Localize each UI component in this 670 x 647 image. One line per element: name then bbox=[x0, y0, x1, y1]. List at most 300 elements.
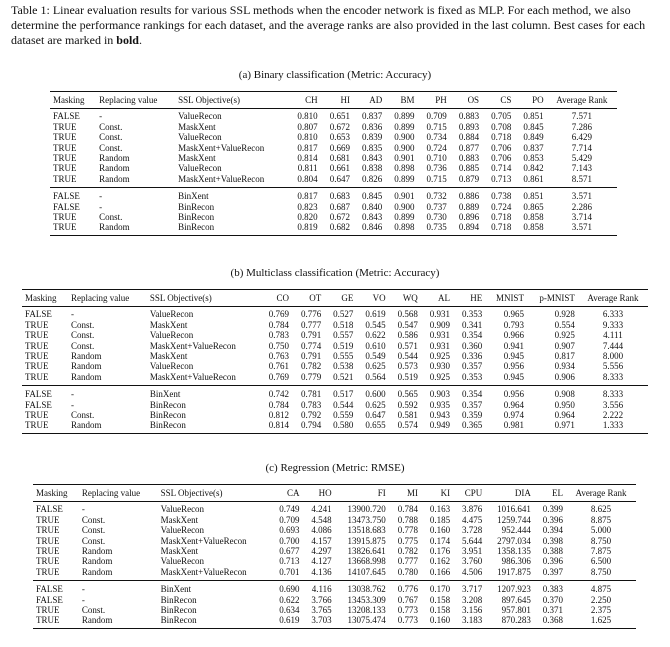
table-cell: TRUE bbox=[53, 142, 77, 153]
column-header: Replacing value bbox=[96, 92, 175, 109]
table-cell: MaskXent+ValueRecon bbox=[160, 535, 247, 546]
table-cell: 0.843 bbox=[361, 212, 383, 223]
table-cell: 0.357 bbox=[461, 399, 483, 410]
table-cell: 1.625 bbox=[566, 615, 636, 628]
table-cell: 3.951 bbox=[461, 546, 483, 557]
table-cell: 4.116 bbox=[302, 581, 334, 595]
table-row bbox=[22, 341, 648, 351]
table-cell: TRUE bbox=[25, 361, 49, 372]
table-cell: BinRecon bbox=[178, 201, 215, 212]
table-cell: MaskXent+ValueRecon bbox=[160, 566, 247, 577]
table-cell: 0.943 bbox=[429, 410, 451, 421]
table-cell: 0.610 bbox=[365, 340, 386, 351]
table-cell: 0.714 bbox=[491, 163, 512, 174]
table-cell: 4.086 bbox=[311, 525, 332, 536]
table-cell: - bbox=[71, 309, 75, 320]
column-header: Average Rank bbox=[566, 485, 636, 502]
table-cell: 0.780 bbox=[397, 566, 418, 577]
table-cell: 0.896 bbox=[458, 212, 480, 223]
table-cell: 0.925 bbox=[429, 351, 451, 362]
table-cell: 0.661 bbox=[329, 163, 350, 174]
table-cell: 8.625 bbox=[590, 504, 612, 515]
table-cell: 0.783 bbox=[268, 330, 289, 341]
table-cell: 7.714 bbox=[571, 142, 592, 153]
table-cell: Const. bbox=[71, 410, 95, 421]
table-cell: 0.701 bbox=[279, 566, 300, 577]
table-cell: 0.371 bbox=[542, 605, 564, 616]
column-header: SSL Objective(s) bbox=[147, 290, 260, 307]
table-cell: Random bbox=[71, 351, 102, 362]
table-cell: 0.730 bbox=[426, 212, 447, 223]
table-cell: MaskXent bbox=[149, 319, 188, 330]
table-cell: 0.931 bbox=[429, 330, 451, 341]
table-cell: 0.619 bbox=[365, 309, 386, 320]
table-cell: 3.766 bbox=[311, 594, 332, 605]
table-cell: 0.883 bbox=[458, 153, 480, 164]
binary-classification-table bbox=[50, 91, 617, 236]
table-cell: 0.836 bbox=[361, 121, 383, 132]
table-cell: 13038.762 bbox=[335, 581, 389, 595]
table-cell: 3.765 bbox=[311, 605, 332, 616]
table-cell: 0.810 bbox=[297, 111, 318, 122]
table-row bbox=[33, 515, 636, 525]
column-header: HI bbox=[321, 92, 353, 109]
table-cell: 0.814 bbox=[260, 420, 292, 433]
table-cell: 0.899 bbox=[394, 212, 415, 223]
column-header: OT bbox=[292, 290, 324, 307]
table-cell: 0.383 bbox=[534, 581, 566, 595]
table-cell: 897.645 bbox=[501, 594, 531, 605]
table-cell: 2.222 bbox=[602, 410, 624, 421]
table-cell: 0.592 bbox=[397, 399, 418, 410]
table-cell: TRUE bbox=[53, 121, 77, 132]
column-header: Replacing value bbox=[79, 485, 158, 502]
table-cell: 0.734 bbox=[426, 132, 447, 143]
table-cell: 0.898 bbox=[385, 222, 417, 235]
table-cell: 0.549 bbox=[365, 351, 386, 362]
table-cell: 0.706 bbox=[491, 153, 512, 164]
table-cell: 2.250 bbox=[590, 594, 612, 605]
table-cell: 986.306 bbox=[501, 556, 531, 567]
table-cell: 1.333 bbox=[578, 420, 648, 433]
table-cell: 7.143 bbox=[571, 163, 592, 174]
table-cell: 4.875 bbox=[566, 581, 636, 595]
table-cell: TRUE bbox=[25, 371, 49, 382]
table-cell: 0.353 bbox=[461, 309, 483, 320]
table-row bbox=[22, 320, 648, 330]
table-cell: BinXent bbox=[175, 188, 288, 202]
table-cell: 8.750 bbox=[590, 566, 612, 577]
column-header: AD bbox=[353, 92, 385, 109]
table-cell: 0.713 bbox=[279, 556, 300, 567]
table-cell: 0.554 bbox=[554, 319, 575, 330]
table-cell: 0.687 bbox=[329, 201, 350, 212]
table-cell: MaskXent+ValueRecon bbox=[178, 142, 265, 153]
table-cell: 0.811 bbox=[297, 163, 318, 174]
column-header: FI bbox=[335, 485, 389, 502]
table-cell: 0.899 bbox=[394, 173, 415, 184]
table-cell: FALSE bbox=[22, 386, 68, 400]
table-cell: Random bbox=[99, 173, 130, 184]
column-header: Masking bbox=[50, 92, 96, 109]
column-header: MNIST bbox=[485, 290, 527, 307]
table-cell: Const. bbox=[81, 535, 106, 546]
table-cell: 0.883 bbox=[458, 111, 480, 122]
table-cell: 0.879 bbox=[458, 173, 480, 184]
table-cell: 0.341 bbox=[461, 319, 483, 330]
table-cell: 0.810 bbox=[297, 132, 318, 143]
table-cell: 0.519 bbox=[333, 340, 354, 351]
table-cell: 0.931 bbox=[429, 309, 451, 320]
table-cell: 8.875 bbox=[590, 514, 612, 525]
table-cell: 0.858 bbox=[514, 222, 546, 235]
table-cell: 0.900 bbox=[394, 132, 415, 143]
table-caption bbox=[11, 3, 661, 48]
table-cell: TRUE bbox=[36, 556, 60, 567]
table-row bbox=[33, 581, 636, 595]
table-cell: MaskXent+ValueRecon bbox=[149, 340, 236, 351]
table-cell: 0.981 bbox=[485, 420, 527, 433]
table-cell: 4.548 bbox=[311, 514, 332, 525]
table-cell: 0.966 bbox=[503, 330, 524, 341]
table-row bbox=[33, 567, 636, 581]
table-cell: 0.647 bbox=[329, 173, 350, 184]
table-cell: 3.728 bbox=[461, 525, 483, 536]
table-cell: 870.283 bbox=[485, 615, 534, 628]
table-row bbox=[33, 502, 636, 515]
table-cell: 0.357 bbox=[461, 361, 483, 372]
table-cell: 0.564 bbox=[365, 371, 386, 382]
table-cell: 0.742 bbox=[260, 386, 292, 400]
table-cell: 0.950 bbox=[554, 399, 575, 410]
table-cell: 0.170 bbox=[421, 581, 453, 595]
table-cell: 0.817 bbox=[288, 188, 320, 202]
table-cell: 1917.875 bbox=[497, 566, 531, 577]
table-cell: MaskXent bbox=[160, 514, 199, 525]
table-cell: BinRecon bbox=[149, 410, 186, 421]
table-cell: 0.956 bbox=[485, 386, 527, 400]
table-row bbox=[50, 109, 617, 122]
table-cell: 0.835 bbox=[361, 142, 383, 153]
row-group-1 bbox=[22, 307, 648, 386]
table-cell: 9.333 bbox=[602, 319, 624, 330]
regression-table-title: (c) Regression (Metric: RMSE) bbox=[265, 462, 405, 474]
table-cell: 3.156 bbox=[461, 605, 483, 616]
table-cell: 0.794 bbox=[292, 420, 324, 433]
row-group-1 bbox=[33, 502, 636, 581]
table-cell: 2797.034 bbox=[497, 535, 531, 546]
table-cell: 0.397 bbox=[542, 566, 564, 577]
table-cell: ValueRecon bbox=[178, 111, 222, 122]
table-cell: 0.964 bbox=[554, 410, 575, 421]
table-cell: 0.672 bbox=[329, 212, 350, 223]
table-cell: 0.647 bbox=[365, 410, 386, 421]
table-cell: 0.732 bbox=[418, 188, 450, 202]
table-cell: 0.544 bbox=[397, 351, 418, 362]
caption-end: . bbox=[138, 33, 142, 47]
table-cell: Random bbox=[68, 420, 147, 433]
table-cell: TRUE bbox=[36, 525, 60, 536]
table-cell: 0.715 bbox=[426, 173, 447, 184]
table-cell: 0.517 bbox=[324, 386, 356, 400]
table-cell: 4.111 bbox=[603, 330, 623, 341]
table-cell: 0.634 bbox=[279, 605, 300, 616]
table-cell: 0.791 bbox=[300, 351, 322, 362]
table-cell: FALSE bbox=[25, 309, 52, 320]
table-cell: 0.713 bbox=[491, 173, 512, 184]
table-cell: 0.819 bbox=[288, 222, 320, 235]
table-cell: ValueRecon bbox=[160, 556, 205, 567]
table-cell: 0.773 bbox=[389, 615, 421, 628]
table-cell: 1358.135 bbox=[497, 546, 531, 557]
table-cell: TRUE bbox=[50, 222, 96, 235]
row-group-2 bbox=[33, 581, 636, 629]
table-cell: 0.709 bbox=[426, 111, 447, 122]
table-cell: 0.737 bbox=[426, 201, 447, 212]
table-cell: - bbox=[71, 399, 75, 410]
table-cell: 8.571 bbox=[571, 173, 592, 184]
table-cell: 0.353 bbox=[461, 371, 483, 382]
table-cell: BinRecon bbox=[160, 594, 197, 605]
table-cell: 13473.750 bbox=[347, 514, 386, 525]
table-cell: 0.931 bbox=[429, 340, 451, 351]
table-cell: 0.176 bbox=[429, 546, 451, 557]
table-cell: 0.580 bbox=[324, 420, 356, 433]
table-cell: BinXent bbox=[147, 386, 260, 400]
table-cell: FALSE bbox=[53, 201, 80, 212]
table-cell: 0.908 bbox=[527, 386, 578, 400]
column-header: Average Rank bbox=[547, 92, 617, 109]
table-cell: 0.718 bbox=[491, 212, 512, 223]
table-cell: 0.683 bbox=[321, 188, 353, 202]
table-cell: 0.773 bbox=[397, 605, 418, 616]
table-cell: ValueRecon bbox=[178, 163, 222, 174]
table-row bbox=[33, 595, 636, 605]
table-cell: 0.399 bbox=[542, 504, 564, 515]
table-cell: 3.183 bbox=[453, 615, 485, 628]
table-cell: 0.877 bbox=[458, 142, 480, 153]
table-cell: MaskXent bbox=[149, 351, 188, 362]
table-cell: 0.782 bbox=[397, 546, 418, 557]
column-header: p-MNIST bbox=[527, 290, 578, 307]
table-cell: 0.900 bbox=[394, 201, 415, 212]
table-cell: 5.644 bbox=[461, 535, 483, 546]
table-cell: 0.840 bbox=[361, 201, 383, 212]
table-cell: 0.677 bbox=[279, 546, 300, 557]
table-cell: 0.571 bbox=[397, 340, 418, 351]
table-cell: 0.935 bbox=[429, 399, 451, 410]
table-cell: 0.783 bbox=[300, 399, 322, 410]
table-cell: 4.241 bbox=[311, 504, 332, 515]
table-cell: 5.429 bbox=[571, 153, 592, 164]
table-cell: 0.893 bbox=[458, 121, 480, 132]
table-cell: ValueRecon bbox=[160, 504, 205, 515]
table-cell: 0.718 bbox=[482, 222, 514, 235]
table-cell: 0.925 bbox=[554, 330, 575, 341]
table-cell: 0.672 bbox=[329, 121, 350, 132]
table-cell: 0.784 bbox=[268, 399, 289, 410]
table-cell: 7.286 bbox=[571, 121, 592, 132]
table-cell: 0.928 bbox=[554, 309, 575, 320]
column-header: WQ bbox=[389, 290, 421, 307]
table-cell: 0.160 bbox=[421, 615, 453, 628]
table-cell: 0.160 bbox=[429, 525, 451, 536]
table-cell: 0.396 bbox=[542, 556, 564, 567]
table-cell: 0.388 bbox=[542, 546, 564, 557]
table-cell: 0.793 bbox=[503, 319, 524, 330]
table-cell: 0.845 bbox=[353, 188, 385, 202]
table-cell: 0.763 bbox=[268, 351, 289, 362]
table-cell: 1016.641 bbox=[497, 504, 531, 515]
table-cell: 0.889 bbox=[458, 201, 480, 212]
table-cell: 0.901 bbox=[385, 188, 417, 202]
table-cell: 0.858 bbox=[523, 212, 544, 223]
table-cell: 0.544 bbox=[333, 399, 354, 410]
table-cell: BinRecon bbox=[175, 222, 288, 235]
table-cell: 0.851 bbox=[523, 111, 544, 122]
column-header: DIA bbox=[485, 485, 534, 502]
table-cell: 0.853 bbox=[523, 153, 544, 164]
column-header: AL bbox=[421, 290, 453, 307]
table-cell: 0.782 bbox=[300, 361, 322, 372]
table-cell: TRUE bbox=[36, 514, 60, 525]
table-cell: Const. bbox=[99, 121, 123, 132]
table-cell: BinRecon bbox=[160, 605, 197, 616]
table-cell: 0.738 bbox=[482, 188, 514, 202]
table-row bbox=[22, 410, 648, 420]
table-cell: FALSE bbox=[25, 399, 52, 410]
table-cell: 0.736 bbox=[426, 163, 447, 174]
table-row bbox=[33, 605, 636, 615]
table-cell: Random bbox=[99, 163, 130, 174]
table-cell: 0.622 bbox=[279, 594, 300, 605]
table-cell: BinRecon bbox=[147, 420, 260, 433]
table-cell: 8.750 bbox=[590, 535, 612, 546]
table-cell: 0.761 bbox=[268, 361, 289, 372]
table-cell: 957.801 bbox=[501, 605, 531, 616]
table-cell: 0.545 bbox=[365, 319, 386, 330]
table-cell: 0.901 bbox=[394, 153, 415, 164]
table-row bbox=[50, 202, 617, 212]
table-cell: 0.775 bbox=[397, 535, 418, 546]
table-row bbox=[50, 174, 617, 188]
table-cell: 8.333 bbox=[578, 386, 648, 400]
table-cell: 0.906 bbox=[554, 371, 575, 382]
table-cell: 0.898 bbox=[394, 163, 415, 174]
caption-text: Linear evaluation results for various SSL methods when the encoder network is fixed as MLP. For each method, we also determine the performance rankings for each dataset, and the average ranks are also provided in the last column. Best cases for each dataset are marked in bbox=[11, 3, 646, 47]
table-cell: 0.162 bbox=[429, 556, 451, 567]
table-cell: 1259.744 bbox=[497, 514, 531, 525]
table-cell: MaskXent+ValueRecon bbox=[178, 173, 265, 184]
table-cell: - bbox=[96, 188, 175, 202]
table-cell: 5.556 bbox=[602, 361, 624, 372]
table-cell: 0.166 bbox=[429, 566, 451, 577]
table-cell: TRUE bbox=[36, 546, 60, 557]
table-cell: 3.760 bbox=[461, 556, 483, 567]
table-cell: 0.964 bbox=[503, 399, 524, 410]
table-cell: 0.894 bbox=[450, 222, 482, 235]
table-cell: Random bbox=[71, 371, 102, 382]
table-cell: TRUE bbox=[25, 340, 49, 351]
table-cell: 0.769 bbox=[268, 371, 289, 382]
header-row bbox=[50, 92, 617, 109]
table-cell: 0.792 bbox=[300, 410, 322, 421]
table-cell: 4.506 bbox=[461, 566, 483, 577]
table-cell: 0.817 bbox=[297, 142, 318, 153]
table-cell: - bbox=[99, 111, 103, 122]
table-cell: ValueRecon bbox=[160, 525, 205, 536]
table-row bbox=[22, 372, 648, 386]
table-cell: 0.945 bbox=[503, 371, 524, 382]
column-header: Masking bbox=[33, 485, 79, 502]
multiclass-table-title: (b) Multiclass classification (Metric: Accuracy) bbox=[230, 267, 440, 279]
table-cell: 0.842 bbox=[523, 163, 544, 174]
table-cell: 0.735 bbox=[418, 222, 450, 235]
row-group-1 bbox=[50, 109, 617, 188]
table-cell: 0.776 bbox=[300, 309, 322, 320]
table-cell: Const. bbox=[81, 525, 106, 536]
table-cell: 0.907 bbox=[554, 340, 575, 351]
table-row bbox=[33, 556, 636, 566]
table-cell: 0.690 bbox=[270, 581, 302, 595]
table-cell: ValueRecon bbox=[149, 330, 194, 341]
table-cell: BinRecon bbox=[158, 615, 271, 628]
table-cell: 0.518 bbox=[333, 319, 354, 330]
table-cell: 0.619 bbox=[270, 615, 302, 628]
column-header: VO bbox=[356, 290, 388, 307]
table-cell: 0.777 bbox=[300, 319, 322, 330]
table-cell: 0.394 bbox=[542, 525, 564, 536]
table-cell: FALSE bbox=[36, 504, 63, 515]
table-cell: 0.956 bbox=[503, 361, 524, 372]
table-cell: 0.781 bbox=[292, 386, 324, 400]
table-cell: 0.769 bbox=[268, 309, 289, 320]
table-cell: 3.571 bbox=[547, 222, 617, 235]
table-cell: 0.359 bbox=[461, 410, 483, 421]
table-cell: 0.158 bbox=[429, 594, 451, 605]
table-cell: 0.724 bbox=[491, 201, 512, 212]
table-cell: 0.778 bbox=[397, 525, 418, 536]
table-cell: 0.909 bbox=[429, 319, 451, 330]
table-cell: 0.682 bbox=[321, 222, 353, 235]
table-cell: 0.925 bbox=[429, 371, 451, 382]
table-row bbox=[22, 361, 648, 371]
table-cell: 0.158 bbox=[429, 605, 451, 616]
table-cell: - bbox=[79, 581, 158, 595]
header-row bbox=[33, 485, 636, 502]
table-cell: 0.336 bbox=[461, 351, 483, 362]
table-cell: 0.586 bbox=[397, 330, 418, 341]
table-cell: 0.681 bbox=[329, 153, 350, 164]
table-cell: TRUE bbox=[36, 605, 60, 616]
table-cell: Random bbox=[71, 361, 102, 372]
table-cell: TRUE bbox=[53, 132, 77, 143]
table-cell: 0.971 bbox=[527, 420, 578, 433]
table-cell: 0.365 bbox=[453, 420, 485, 433]
table-cell: Random bbox=[81, 546, 113, 557]
column-header: EL bbox=[534, 485, 566, 502]
table-cell: 0.396 bbox=[542, 514, 564, 525]
table-cell: 3.714 bbox=[571, 212, 592, 223]
table-cell: 0.625 bbox=[365, 399, 386, 410]
column-header: MI bbox=[389, 485, 421, 502]
table-cell: 0.837 bbox=[361, 111, 383, 122]
table-cell: 13900.720 bbox=[347, 504, 386, 515]
table-cell: 6.429 bbox=[571, 132, 592, 143]
table-cell: 0.706 bbox=[491, 142, 512, 153]
table-cell: 0.655 bbox=[356, 420, 388, 433]
table-cell: 952.444 bbox=[501, 525, 531, 536]
